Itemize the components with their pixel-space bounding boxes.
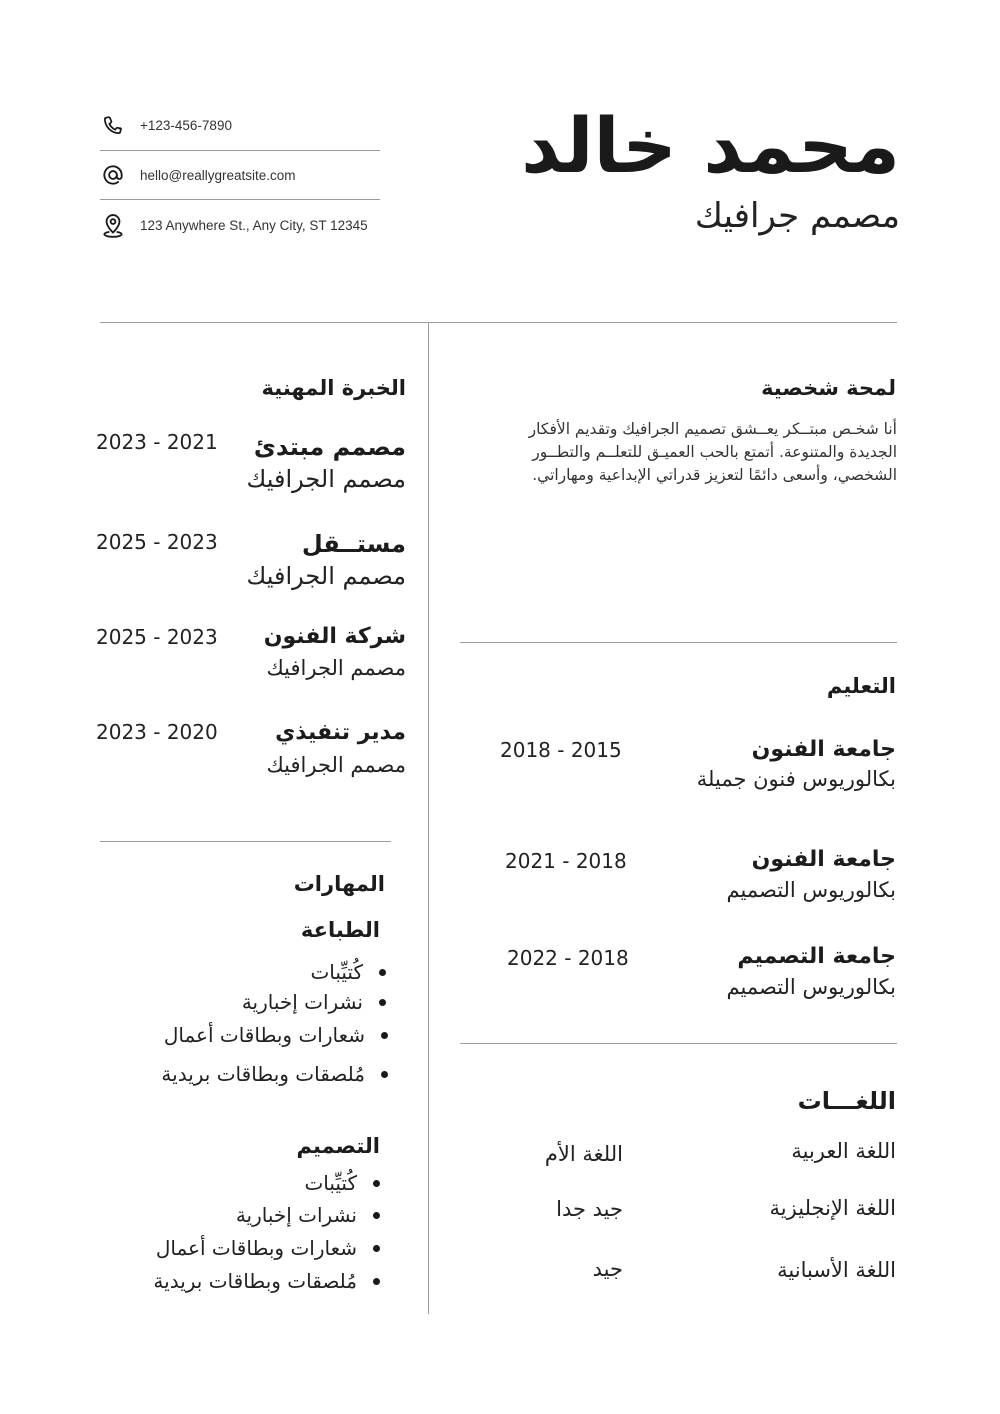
education-years: 2018 - 2015: [500, 738, 622, 762]
education-degree: بكالوريوس فنون جميلة: [696, 767, 896, 791]
bullet-icon: [381, 1071, 388, 1078]
education-degree: بكالوريوس التصميم: [726, 878, 896, 902]
section-divider: [460, 642, 897, 643]
job-title: مصمم جرافيك: [694, 196, 900, 236]
section-divider: [460, 1043, 897, 1044]
skill-item: كُتيِّبات: [304, 1171, 380, 1195]
location-pin-icon: [100, 212, 126, 238]
profile-heading: لمحة شخصية: [761, 376, 896, 400]
language-name: اللغة العربية: [791, 1139, 896, 1163]
experience-title: مستــقل: [301, 530, 406, 558]
at-sign-icon: [100, 162, 126, 188]
language-level: جيد: [592, 1257, 623, 1281]
experience-years: 2025 - 2023: [96, 625, 218, 649]
skill-item: مُلصقات وبطاقات بريدية: [161, 1062, 388, 1086]
profile-line: أنا شخـص مبتــكر يعــشق تصميم الجرافيك وتقديم الأفكار: [528, 420, 897, 438]
bullet-icon: [379, 969, 386, 976]
bullet-icon: [373, 1245, 380, 1252]
bullet-icon: [381, 1032, 388, 1039]
phone-text: +123-456-7890: [140, 117, 232, 133]
contact-phone: [100, 105, 390, 145]
contact-email: [100, 155, 390, 195]
person-name: محمد خالد: [521, 101, 900, 190]
bullet-icon: [379, 999, 386, 1006]
contact-divider: [100, 150, 380, 151]
experience-role: مصمم الجرافيك: [246, 465, 406, 493]
bullet-icon: [373, 1180, 380, 1187]
experience-title: مصمم مبتدئ: [253, 433, 406, 461]
experience-years: 2025 - 2023: [96, 530, 218, 554]
profile-line: الجديدة والمتنوعة. أتمتع بالحب العميـق للتعلــم والتطــور: [532, 443, 897, 461]
languages-heading: اللغـــات: [797, 1087, 896, 1115]
experience-role: مصمم الجرافيك: [266, 753, 406, 777]
education-school: جامعة التصميم: [737, 944, 896, 969]
skill-item: شعارات وبطاقات أعمال: [156, 1236, 380, 1260]
experience-title: شركة الفنون: [263, 624, 406, 649]
experience-title: مدير تنفيذي: [275, 720, 406, 745]
skill-item: نشرات إخبارية: [236, 1203, 380, 1227]
education-school: جامعة الفنون: [751, 737, 896, 762]
experience-years: 2023 - 2020: [96, 720, 218, 744]
phone-icon: [100, 112, 126, 138]
education-school: جامعة الفنون: [751, 847, 896, 872]
education-degree: بكالوريوس التصميم: [726, 975, 896, 999]
skills-heading: المهارات: [293, 872, 385, 896]
language-level: جيد جدا: [556, 1197, 623, 1221]
skills-group-title: الطباعة: [300, 918, 380, 942]
bullet-icon: [373, 1278, 380, 1285]
address-text: 123 Anywhere St., Any City, ST 12345: [140, 217, 368, 233]
contact-address: [100, 205, 390, 245]
experience-heading: الخبرة المهنية: [261, 376, 406, 400]
skill-item: نشرات إخبارية: [242, 990, 386, 1014]
experience-role: مصمم الجرافيك: [266, 656, 406, 680]
education-heading: التعليم: [826, 674, 896, 698]
header-divider: [100, 322, 897, 323]
education-years: 2021 - 2018: [505, 849, 627, 873]
skills-group-title: التصميم: [296, 1134, 380, 1158]
profile-line: الشخصي، وأسعى دائمًا لتعزيز قدراتي الإبداعية ومهاراتي.: [532, 466, 897, 484]
education-years: 2022 - 2018: [507, 946, 629, 970]
language-name: اللغة الأسبانية: [777, 1258, 896, 1282]
language-name: اللغة الإنجليزية: [769, 1196, 896, 1220]
email-text: hello@reallygreatsite.com: [140, 167, 296, 183]
skill-item: مُلصقات وبطاقات بريدية: [153, 1269, 380, 1293]
profile-summary: [457, 418, 897, 487]
section-divider: [100, 841, 391, 842]
bullet-icon: [373, 1212, 380, 1219]
experience-years: 2023 - 2021: [96, 430, 218, 454]
experience-role: مصمم الجرافيك: [246, 562, 406, 590]
contact-divider: [100, 199, 380, 200]
language-level: اللغة الأم: [544, 1142, 623, 1166]
skill-item: شعارات وبطاقات أعمال: [164, 1023, 388, 1047]
skill-item: كُتيِّبات: [310, 960, 386, 984]
column-divider: [428, 322, 429, 1314]
